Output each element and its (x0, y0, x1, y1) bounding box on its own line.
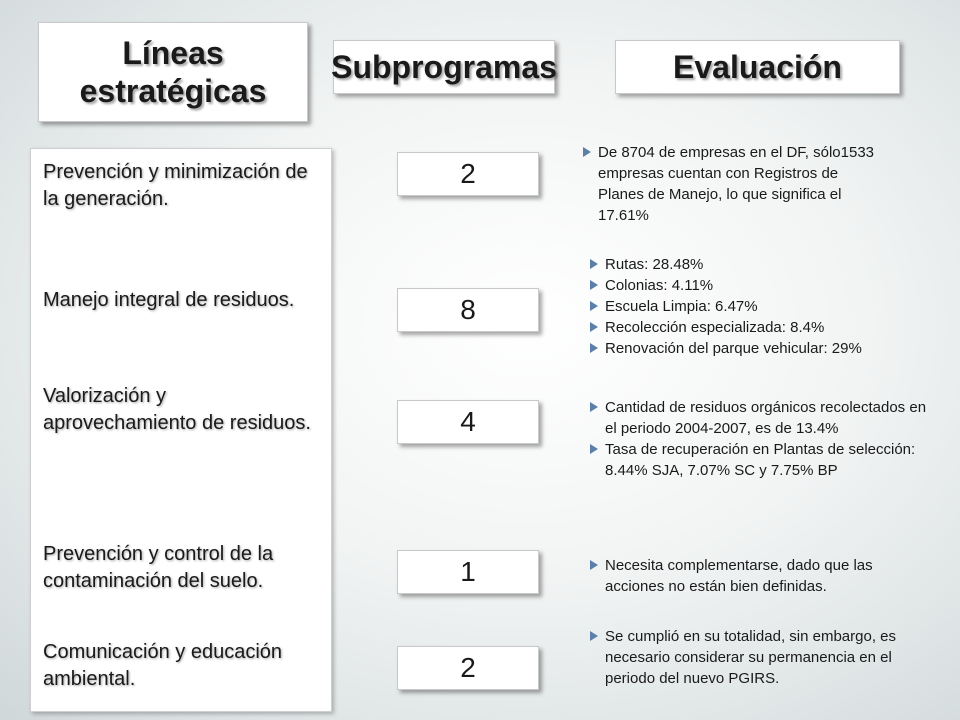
triangle-bullet-icon (590, 402, 598, 412)
evaluacion-bullet (590, 254, 940, 275)
triangle-bullet-icon (590, 631, 598, 641)
lineas-panel (30, 148, 332, 712)
triangle-bullet-icon (590, 280, 598, 290)
header-subprogramas-label: Subprogramas (331, 48, 557, 85)
evaluacion-bullet (590, 439, 935, 481)
subprograma-count: 4 (397, 400, 539, 444)
triangle-bullet-icon (590, 322, 598, 332)
evaluacion-text: De 8704 de empresas en el DF, sólo1533 empresas cuentan con Registros de Planes de Manejo, lo que significa el 17.61% (598, 144, 875, 224)
triangle-bullet-icon (590, 301, 598, 311)
evaluacion-bullet (590, 275, 940, 296)
evaluacion-bullet (590, 296, 940, 317)
triangle-bullet-icon (590, 259, 598, 269)
linea-item: Prevención y minimización de la generación. (43, 161, 308, 210)
subprograma-count: 8 (397, 288, 539, 332)
header-subprogramas (333, 40, 555, 94)
evaluacion-text: Se cumplió en su totalidad, sin embargo, es necesario considerar su permanencia en el periodo del nuevo PGIRS. (605, 628, 896, 687)
evaluacion-bullet (590, 555, 935, 597)
evaluacion-text: Tasa de recuperación en Plantas de selección: 8.44% SJA, 7.07% SC y 7.75% BP (605, 441, 916, 479)
linea-item: Manejo integral de residuos. (43, 289, 295, 311)
evaluacion-block (590, 397, 935, 481)
evaluacion-text: Colonias: 4.11% (605, 277, 714, 294)
evaluacion-bullet (590, 626, 920, 689)
subprograma-count: 2 (397, 152, 539, 196)
evaluacion-bullet (590, 338, 940, 359)
header-lineas-estrategicas (38, 22, 308, 122)
triangle-bullet-icon (590, 560, 598, 570)
subprograma-count: 2 (397, 646, 539, 690)
evaluacion-bullet (590, 317, 940, 338)
evaluacion-bullet (583, 142, 883, 226)
evaluacion-block (590, 555, 935, 597)
evaluacion-block (590, 254, 940, 359)
evaluacion-text: Necesita complementarse, dado que las acciones no están bien definidas. (605, 557, 873, 595)
header-evaluacion-label: Evaluación (673, 48, 842, 85)
evaluacion-text: Renovación del parque vehicular: 29% (605, 340, 862, 357)
evaluacion-block (590, 626, 920, 689)
linea-item: Valorización y aprovechamiento de residuos. (43, 385, 311, 434)
linea-item: Prevención y control de la contaminación del suelo. (43, 543, 274, 592)
triangle-bullet-icon (590, 343, 598, 353)
triangle-bullet-icon (590, 444, 598, 454)
evaluacion-bullet (590, 397, 935, 439)
header-lineas-label: Líneas estratégicas (79, 35, 267, 109)
evaluacion-text: Rutas: 28.48% (605, 256, 704, 273)
evaluacion-text: Recolección especializada: 8.4% (605, 319, 825, 336)
header-evaluacion (615, 40, 900, 94)
triangle-bullet-icon (583, 147, 591, 157)
evaluacion-block (583, 142, 883, 226)
evaluacion-text: Escuela Limpia: 6.47% (605, 298, 758, 315)
linea-item: Comunicación y educación ambiental. (43, 641, 283, 690)
evaluacion-text: Cantidad de residuos orgánicos recolectados en el periodo 2004-2007, es de 13.4% (605, 399, 927, 437)
subprograma-count: 1 (397, 550, 539, 594)
